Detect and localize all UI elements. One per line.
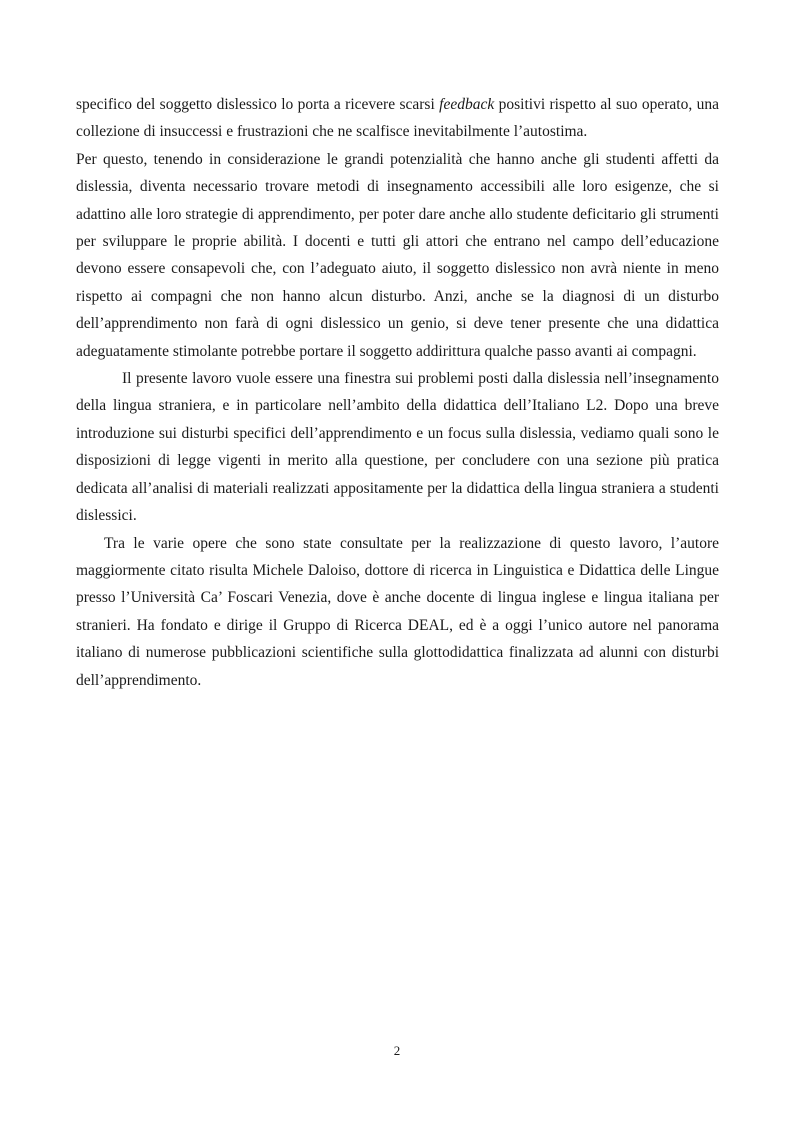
paragraph-3-text: Il presente lavoro vuole essere una finestra sui problemi posti dalla dislessia nell’insegnamento della lingua straniera, e in particolare nell’ambito della didattica dell’Italiano L2. Dopo una breve introduzione sui disturbi specifici dell’apprendimento e un focus sulla dislessia, vediamo quali sono le disposizioni di legge vigenti in merito alla questione, per concludere con una sezione più pratica dedicata all’analisi di materiali realizzati appositamente per la didattica della lingua straniera a studenti dislessici. bbox=[76, 370, 719, 525]
paragraph-1-italic-feedback: feedback bbox=[439, 96, 495, 113]
paragraph-3 bbox=[76, 365, 719, 529]
paragraph-1-text-a: specifico del soggetto dislessico lo porta a ricevere scarsi bbox=[76, 96, 440, 113]
paragraph-2-text: Per questo, tenendo in considerazione le grandi potenzialità che hanno anche gli studenti affetti da dislessia, diventa necessario trovare metodi di insegnamento accessibili alle loro esigenze, che si adattino alle loro strategie di apprendimento, per poter dare anche allo studente deficitario gli strumenti per sviluppare le proprie abilità. I docenti e tutti gli attori che entrano nel campo dell’educazione devono essere consapevoli che, con l’adeguato aiuto, il soggetto dislessico non avrà niente in meno rispetto ai compagni che non hanno alcun disturbo. Anzi, anche se la diagnosi di un disturbo dell’apprendimento non farà di ogni dislessico un genio, si deve tener presente che una didattica adeguatamente stimolante potrebbe portare il soggetto addirittura qualche passo avanti ai compagni. bbox=[76, 150, 719, 360]
paragraph-4 bbox=[76, 530, 719, 694]
page-number: 2 bbox=[393, 1043, 401, 1058]
body-text bbox=[76, 91, 719, 694]
paragraph-2 bbox=[76, 146, 719, 365]
paragraph-1-text-b: positivi rispetto al suo operato, una collezione di insuccessi e frustrazioni che ne scalfisce inevitabilmente l’autostima. bbox=[76, 96, 720, 141]
paragraph-4-text: Tra le varie opere che sono state consultate per la realizzazione di questo lavoro, l’autore maggiormente citato risulta Michele Daloiso, dottore di ricerca in Linguistica e Didattica delle Lingue presso l’Università Ca’ Foscari Venezia, dove è anche docente di lingua inglese e lingua italiana per stranieri. Ha fondato e dirige il Gruppo di Ricerca DEAL, ed è a oggi l’unico autore nel panorama italiano di numerose pubblicazioni scientifiche sulla glottodidattica finalizzata ad alunni con disturbi dell’apprendimento. bbox=[76, 534, 719, 689]
paragraph-1 bbox=[76, 91, 719, 146]
